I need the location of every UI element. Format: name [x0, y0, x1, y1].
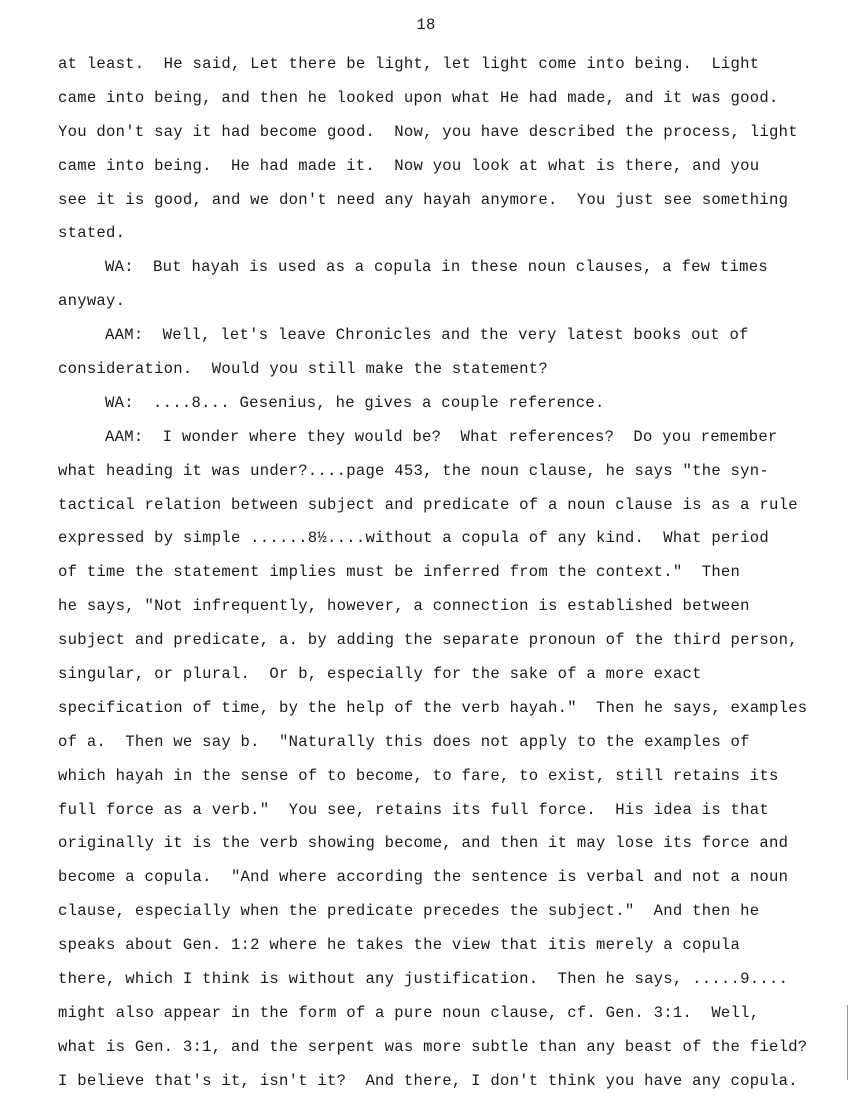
text-line: WA: But hayah is used as a copula in these noun clauses, a few times [105, 258, 768, 277]
text-line: WA: ....8... Gesenius, he gives a couple reference. [105, 393, 605, 412]
text-line: AAM: Well, let's leave Chronicles and the very latest books out of [105, 326, 749, 345]
text-line: of a. Then we say b. "Naturally this does not apply to the examples of [58, 732, 750, 751]
text-line: AAM: I wonder where they would be? What references? Do you remember [105, 427, 778, 446]
text-line: came into being. He had made it. Now you look at what is there, and you [58, 156, 760, 175]
text-line: I believe that's it, isn't it? And there, I don't think you have any copula. [58, 1071, 798, 1090]
text-line: see it is good, and we don't need any hayah anymore. You just see something [58, 190, 789, 209]
text-line: might also appear in the form of a pure noun clause, cf. Gen. 3:1. Well, [58, 1003, 760, 1022]
text-line: originally it is the verb showing become, and then it may lose its force and [58, 834, 789, 853]
text-line: become a copula. "And where according the sentence is verbal and not a noun [58, 868, 789, 887]
text-line: he says, "Not infrequently, however, a connection is established between [58, 597, 750, 616]
text-line: what is Gen. 3:1, and the serpent was more subtle than any beast of the field? [58, 1037, 808, 1056]
text-line: of time the statement implies must be inferred from the context." Then [58, 563, 741, 582]
text-line: at least. He said, Let there be light, let light come into being. Light [58, 55, 760, 73]
text-line: subject and predicate, a. by adding the separate pronoun of the third person, [58, 631, 798, 650]
text-line: there, which I think is without any justification. Then he says, .....9.... [58, 970, 789, 989]
text-line: singular, or plural. Or b, especially for the sake of a more exact [58, 665, 702, 684]
text-line: full force as a verb." You see, retains its full force. His idea is that [58, 800, 769, 819]
text-line: came into being, and then he looked upon what He had made, and it was good. [58, 88, 779, 107]
text-line: what heading it was under?....page 453, the noun clause, he says "the syn- [58, 461, 769, 480]
text-line: You don't say it had become good. Now, you have described the process, light [58, 122, 798, 141]
text-line: expressed by simple ......8½....without a copula of any kind. What period [58, 529, 769, 548]
text-line: specification of time, by the help of the verb hayah." Then he says, examples [58, 698, 808, 717]
text-line: which hayah in the sense of to become, to fare, to exist, still retains its [58, 766, 779, 785]
text-line: clause, especially when the predicate precedes the subject." And then he [58, 902, 760, 921]
text-line: tactical relation between subject and predicate of a noun clause is as a rule [58, 495, 798, 514]
text-line: speaks about Gen. 1:2 where he takes the view that itis merely a copula [58, 936, 741, 955]
text-line: consideration. Would you still make the statement? [58, 360, 548, 379]
margin-rule [847, 1005, 848, 1080]
transcript-body [58, 48, 852, 1099]
page-number: 18 [416, 16, 436, 34]
text-line: stated. [58, 224, 126, 243]
text-line: anyway. [58, 292, 126, 311]
